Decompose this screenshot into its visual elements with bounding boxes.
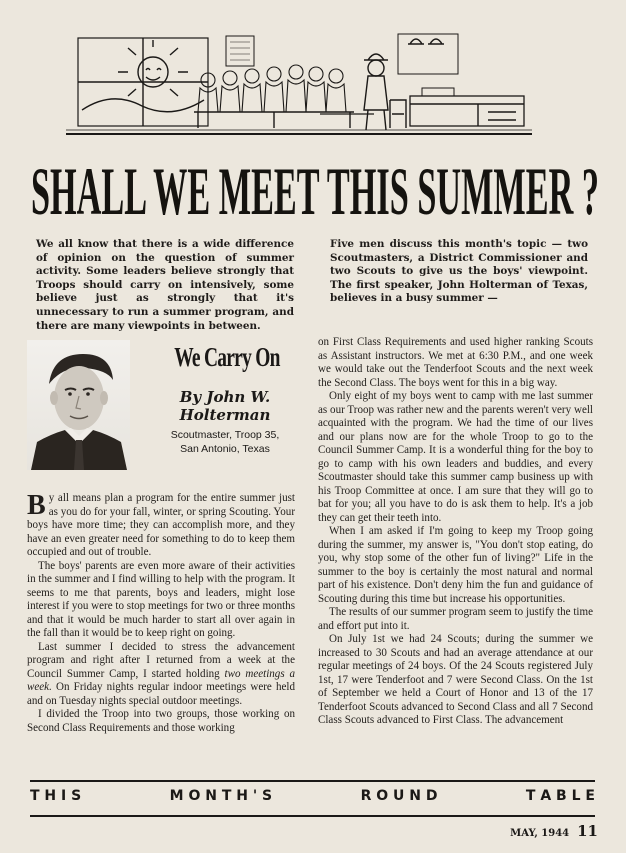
role-line-2: San Antonio, Texas	[180, 443, 270, 455]
author-role	[150, 428, 300, 456]
paragraph-text: Last summer I decided to stress the advancement program and right after I returned from a week at the Council Summer Camp, I started holding	[27, 640, 295, 680]
paragraph: When I am asked if I'm going to keep my Troop going during the summer, my answer is, "You don't stop eating, do you, why stop some of the other fun of living?" Life in the summer to the boy is certainly the most natural and normal part of his existence. Don't deny him the fun and guidance of Scouting during this time but increase his opportunities.	[318, 525, 593, 605]
intro-left: We all know that there is a wide difference of opinion on the question of summer activity. Some leaders believe strongly that Troops should carry on intensively, some believe just as strongly that it's unnecessary to run a summer program, and there are many viewpoints in between.	[36, 238, 294, 332]
paragraph-text: On Friday nights regular indoor meetings were held and on Tuesday nights special outdoor meetings.	[27, 681, 295, 707]
body-column-right	[318, 336, 593, 728]
section-word: T A B L E	[525, 788, 595, 804]
author-line-2: Holterman	[179, 406, 271, 424]
paragraph	[27, 492, 295, 560]
footer-rule-top	[30, 780, 595, 782]
author-line-1: By John W.	[179, 388, 271, 406]
paragraph: The boys' parents are even more aware of their activities in the summer and I find willing to help with the program. It seems to me that parents, boys and leaders, might lose interest if you were to stop meetings for two or three months and that it would be much harder to start all over again in the fall than it would be to keep right on going.	[27, 559, 295, 639]
role-line-1: Scoutmaster, Troop 35,	[170, 429, 280, 441]
drop-cap: B	[27, 490, 46, 521]
section-word: R O U N D	[360, 788, 438, 804]
page-number: 11	[577, 822, 598, 840]
intro-right: Five men discuss this month's topic — two Scoutmasters, a District Commissioner and two Scouts to give us the boys' viewpoint. The first speaker, John Holterman of Texas, believes in a busy summer —	[330, 238, 588, 305]
paragraph: The results of our summer program seem to justify the time and effort put into it.	[318, 606, 593, 632]
author-photo	[27, 340, 130, 470]
section-word: T H I S	[30, 788, 82, 804]
emphasis-text: two meetings a week.	[27, 667, 295, 693]
paragraph: On July 1st we had 24 Scouts; during the summer we increased to 30 Scouts and had an average attendance at our regular meetings of 24 boys. Of the 24 Scouts registered July 1st, 17 were Tenderfoot and 7 were Second Class. On the 1st of September we held a Court of Honor and 13 of the 17 Tenderfoot Scouts advanced to Second Class and all 7 Second Class Scouts advanced to First Class. The advancement	[318, 633, 593, 726]
page-headline	[20, 150, 610, 228]
section-label	[30, 788, 595, 804]
body-column-left	[27, 492, 295, 735]
section-word: M O N T H ' S	[169, 788, 273, 804]
footer-rule-bottom	[30, 815, 595, 817]
paragraph: on First Class Requirements and used higher ranking Scouts as Assistant instructors. We met at 6:30 P.M., and one week we would take out the Tenderfoot Scouts and the next week the Second Class. The boys went for this in a big way.	[318, 336, 593, 389]
page-headline-text: SHALL WE MEET THIS SUMMER ?	[31, 153, 599, 228]
paragraph: Only eight of my boys went to camp with me last summer as our Troop was rather new and the parents weren't very well acquainted with the program. We had the time of our lives and our plans now are for the whole Troop to go to the Council Summer Camp. It is a wonderful thing for the boy to go to camp with his own leaders and buddies, and every Scoutmaster should take this summer camp business up with his Troop Committee at once. I am sure that they will go to bat for you; all you have to do is ask them to help. It's a job they can get their teeth into.	[318, 390, 593, 524]
issue-date: MAY, 1944	[510, 828, 570, 839]
paragraph	[27, 641, 295, 709]
page-folio	[510, 822, 598, 840]
paragraph: I divided the Troop into two groups, those working on Second Class Requirements and those working	[27, 708, 295, 734]
paragraph-text: y all means plan a program for the entire summer just as you do for your fall, winter, or spring Scouting. Your boys have more time; they can accomplish more, and they have an even greater need for something to do to keep them occupied and out of trouble.	[27, 492, 295, 558]
header-illustration	[58, 30, 540, 140]
article-title: We Carry On	[174, 342, 280, 372]
article-author	[150, 388, 300, 424]
